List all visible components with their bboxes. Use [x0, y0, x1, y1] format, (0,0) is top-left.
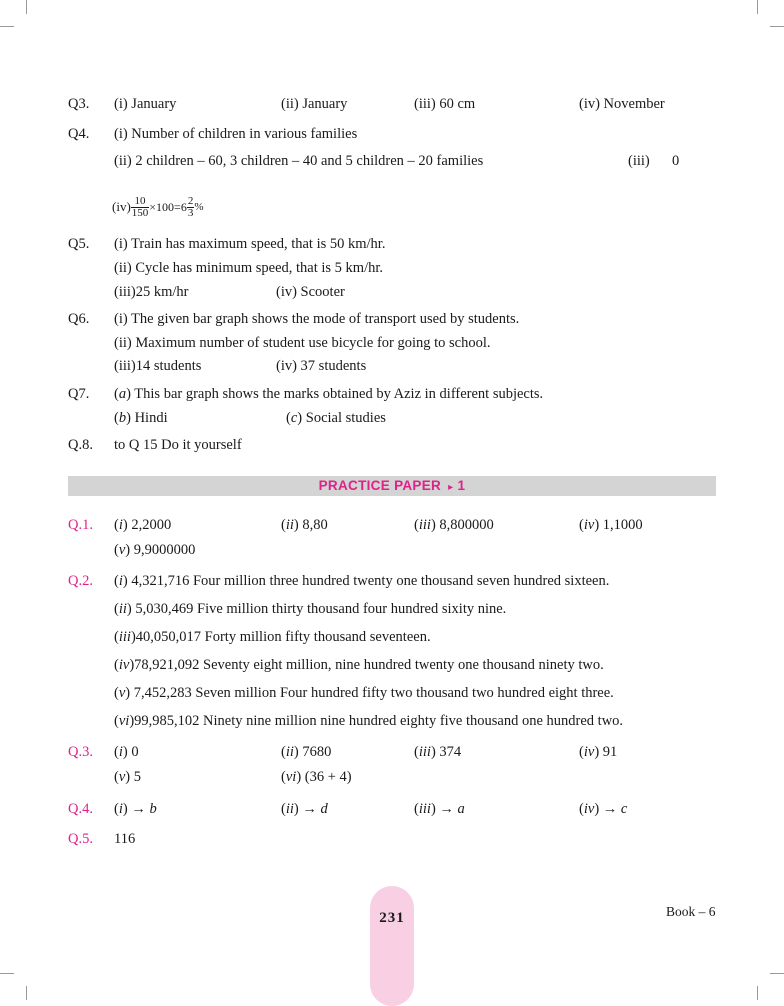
answer-q4-iii-value: 0	[672, 153, 680, 169]
item-label: i	[118, 573, 123, 589]
arrow: →	[298, 801, 321, 817]
item-value: 9,9000000	[130, 542, 196, 558]
item-label: v	[118, 542, 126, 558]
question-number: Q.3.	[68, 744, 93, 760]
answer-text: This bar graph shows the marks obtained by Aziz in different subjects.	[130, 386, 544, 402]
question-number: Q.4.	[68, 801, 93, 817]
fraction	[187, 196, 195, 219]
crop-mark	[757, 0, 758, 14]
answer-q5-line1	[0, 234, 784, 254]
practice-q2-v: (v) 7,452,283 Seven million Four hundred fifty two thousand two hundred eight three.	[114, 685, 614, 701]
crop-mark	[0, 26, 14, 27]
practice-q2-ii: (ii) 5,030,469 Five million thirty thousand four hundred sixity nine.	[114, 601, 507, 617]
answer-q6-line3	[0, 356, 784, 376]
item-label: iii	[418, 744, 431, 760]
practice-q2-line5	[0, 683, 784, 703]
question-number: Q5.	[68, 236, 90, 252]
item-text: 78,921,092 Seventy eight million, nine hundred twenty one thousand ninety two.	[134, 657, 604, 673]
answer-q6-line2	[0, 333, 784, 353]
crop-mark	[770, 973, 784, 974]
practice-q4-i: (i) → b	[114, 801, 157, 817]
expression-middle: ×100=6	[149, 199, 187, 214]
section-title	[68, 476, 716, 496]
item-label: ii	[285, 801, 294, 817]
crop-mark	[26, 0, 27, 14]
item-value: 0	[127, 744, 139, 760]
item-label: vi	[285, 769, 297, 785]
section-title-text: PRACTICE PAPER	[318, 478, 442, 493]
answer-q3-iv: (iv) November	[579, 96, 665, 112]
item-label: i	[118, 517, 123, 533]
item-label: vi	[118, 713, 130, 729]
percent-sign: %	[194, 201, 204, 213]
practice-q4-iii: (iii) → a	[414, 801, 465, 817]
item-label: b	[118, 410, 127, 426]
answer-q3-iii: (iii) 60 cm	[414, 96, 476, 112]
practice-q1-line1	[0, 515, 784, 535]
crop-mark	[757, 986, 758, 1000]
match-letter: a	[457, 801, 465, 817]
answer-text: to Q 15 Do it yourself	[114, 437, 242, 453]
item-label: iv	[583, 744, 595, 760]
item-label: iii	[418, 517, 431, 533]
answer-q5-line3	[0, 282, 784, 302]
page-number-tab	[370, 886, 414, 1006]
crop-mark	[26, 986, 27, 1000]
answer-text: Social studies	[302, 410, 386, 426]
answer-text: (i) Number of children in various families	[114, 126, 358, 142]
section-number: 1	[457, 478, 466, 493]
answer-text: (ii) Cycle has minimum speed, that is 5 km/hr.	[114, 260, 384, 276]
item-text: 4,321,716 Four million three hundred twenty one thousand seven hundred sixteen.	[127, 573, 610, 589]
practice-q2-line3	[0, 627, 784, 647]
answer-q5-iv: (iv) Scooter	[276, 284, 345, 300]
question-number: Q6.	[68, 311, 90, 327]
practice-q3-line1	[0, 742, 784, 762]
answer-q8	[0, 435, 784, 455]
answer-q6-iv: (iv) 37 students	[276, 358, 367, 374]
answer-text: (ii) 2 children – 60, 3 children – 40 and 5 children – 20 families	[114, 153, 484, 169]
answer-q4-line2	[0, 151, 784, 171]
answer-q6-line1	[0, 309, 784, 329]
item-text: 40,050,017 Forty million fifty thousand seventeen.	[135, 629, 431, 645]
fraction-numerator: 10	[131, 196, 150, 208]
item-label: iii	[418, 801, 431, 817]
practice-q3-iv: (iv) 91	[579, 744, 618, 760]
item-label: ii	[285, 744, 294, 760]
item-label: v	[118, 769, 126, 785]
arrow: →	[599, 801, 621, 817]
item-label: ii	[118, 601, 127, 617]
item-value: 374	[435, 744, 462, 760]
practice-q2-iii: (iii)40,050,017 Forty million fifty thousand seventeen.	[114, 629, 431, 645]
answer-q7-line1	[0, 384, 784, 404]
practice-q3-vi: (vi) (36 + 4)	[281, 769, 352, 785]
item-label: c	[290, 410, 298, 426]
fraction-denominator: 3	[187, 206, 194, 219]
practice-q4-ii: (ii) → d	[281, 801, 328, 817]
fraction	[131, 196, 150, 219]
item-value: 8,80	[298, 517, 328, 533]
answer-q4-iv-label: (iv)	[112, 199, 131, 214]
match-letter: c	[620, 801, 628, 817]
question-number: Q.2.	[68, 573, 93, 589]
match-letter: d	[320, 801, 328, 817]
answer-q4-iv	[112, 191, 204, 223]
practice-q1-i: (i) 2,2000	[114, 517, 172, 533]
practice-q4-iv: (iv) → c	[579, 801, 628, 817]
item-label: iii	[118, 629, 131, 645]
practice-q2-line2	[0, 599, 784, 619]
practice-q2-line6	[0, 711, 784, 731]
item-value: (36 + 4)	[301, 769, 352, 785]
item-label: iv	[118, 657, 130, 673]
item-value: 7680	[298, 744, 332, 760]
item-label: ii	[285, 517, 294, 533]
practice-q3-v: (v) 5	[114, 769, 141, 785]
answer-q3-i: (i) January	[114, 96, 177, 112]
answer-q7-c: (c) Social studies	[286, 410, 386, 426]
answer-q4-line1	[0, 124, 784, 144]
match-letter: b	[149, 801, 157, 817]
item-text: 5,030,469 Five million thirty thousand four hundred sixity nine.	[131, 601, 507, 617]
question-number: Q.1.	[68, 517, 93, 533]
item-value: 1,1000	[599, 517, 643, 533]
play-arrow-icon: ▸	[448, 482, 454, 493]
answer-text: (i) Train has maximum speed, that is 50 km/hr.	[114, 236, 386, 252]
arrow: →	[435, 801, 458, 817]
item-value: 2,2000	[127, 517, 172, 533]
practice-q1-ii: (ii) 8,80	[281, 517, 328, 533]
practice-q4	[0, 799, 784, 819]
practice-q1-iv: (iv) 1,1000	[579, 517, 643, 533]
item-label: i	[118, 744, 123, 760]
practice-q2-line4	[0, 655, 784, 675]
answer-q5-iii: (iii)25 km/hr	[114, 284, 189, 300]
practice-q3-i: (i) 0	[114, 744, 139, 760]
practice-q3-ii: (ii) 7680	[281, 744, 332, 760]
practice-q1-v: (v) 9,9000000	[114, 542, 196, 558]
answer-text: Hindi	[130, 410, 168, 426]
arrow: →	[127, 801, 150, 817]
item-value: 5	[130, 769, 141, 785]
answer-q7-line2	[0, 408, 784, 428]
question-number: Q4.	[68, 126, 90, 142]
item-label: a	[118, 386, 127, 402]
practice-q5	[0, 829, 784, 849]
question-number: Q3.	[68, 96, 90, 112]
answer-q6-iii: (iii)14 students	[114, 358, 202, 374]
crop-mark	[770, 26, 784, 27]
fraction-denominator: 150	[131, 206, 149, 219]
item-text: 99,985,102 Ninety nine million nine hundred eighty five thousand one hundred two.	[134, 713, 624, 729]
item-value: 116	[114, 831, 136, 847]
practice-q2-vi: (vi)99,985,102 Ninety nine million nine hundred eighty five thousand one hundred two.	[114, 713, 624, 729]
item-value: 91	[599, 744, 618, 760]
answer-text: (ii) Maximum number of student use bicycle for going to school.	[114, 335, 491, 351]
practice-q2-iv: (iv)78,921,092 Seventy eight million, nine hundred twenty one thousand ninety two.	[114, 657, 604, 673]
question-number: Q.8.	[68, 437, 93, 453]
item-text: 7,452,283 Seven million Four hundred fifty two thousand two hundred eight three.	[130, 685, 614, 701]
answer-q3	[0, 94, 784, 114]
item-label: iv	[583, 517, 595, 533]
practice-q1-iii: (iii) 8,800000	[414, 517, 494, 533]
item-label: i	[118, 801, 123, 817]
item-value: 8,800000	[435, 517, 494, 533]
answer-q7-b: (b) Hindi	[114, 410, 168, 426]
question-number: Q.5.	[68, 831, 93, 847]
answer-q7-a: (a) This bar graph shows the marks obtained by Aziz in different subjects.	[114, 386, 544, 402]
page-number: 231	[379, 910, 405, 926]
practice-q3-iii: (iii) 374	[414, 744, 462, 760]
practice-q2-line1	[0, 571, 784, 591]
practice-q1-line2	[0, 540, 784, 560]
item-label: iv	[583, 801, 595, 817]
item-label: v	[118, 685, 126, 701]
answer-q5-line2	[0, 258, 784, 278]
book-label: Book – 6	[666, 904, 716, 919]
answer-q3-ii: (ii) January	[281, 96, 348, 112]
practice-q2-i: (i) 4,321,716 Four million three hundred twenty one thousand seven hundred sixteen.	[114, 573, 610, 589]
crop-mark	[0, 973, 14, 974]
practice-q3-line2	[0, 767, 784, 787]
answer-q4-iii-label: (iii)	[628, 153, 650, 169]
fraction-numerator: 2	[187, 194, 194, 207]
answer-text: (i) The given bar graph shows the mode of transport used by students.	[114, 311, 520, 327]
question-number: Q7.	[68, 386, 90, 402]
section-header-band	[68, 476, 716, 496]
